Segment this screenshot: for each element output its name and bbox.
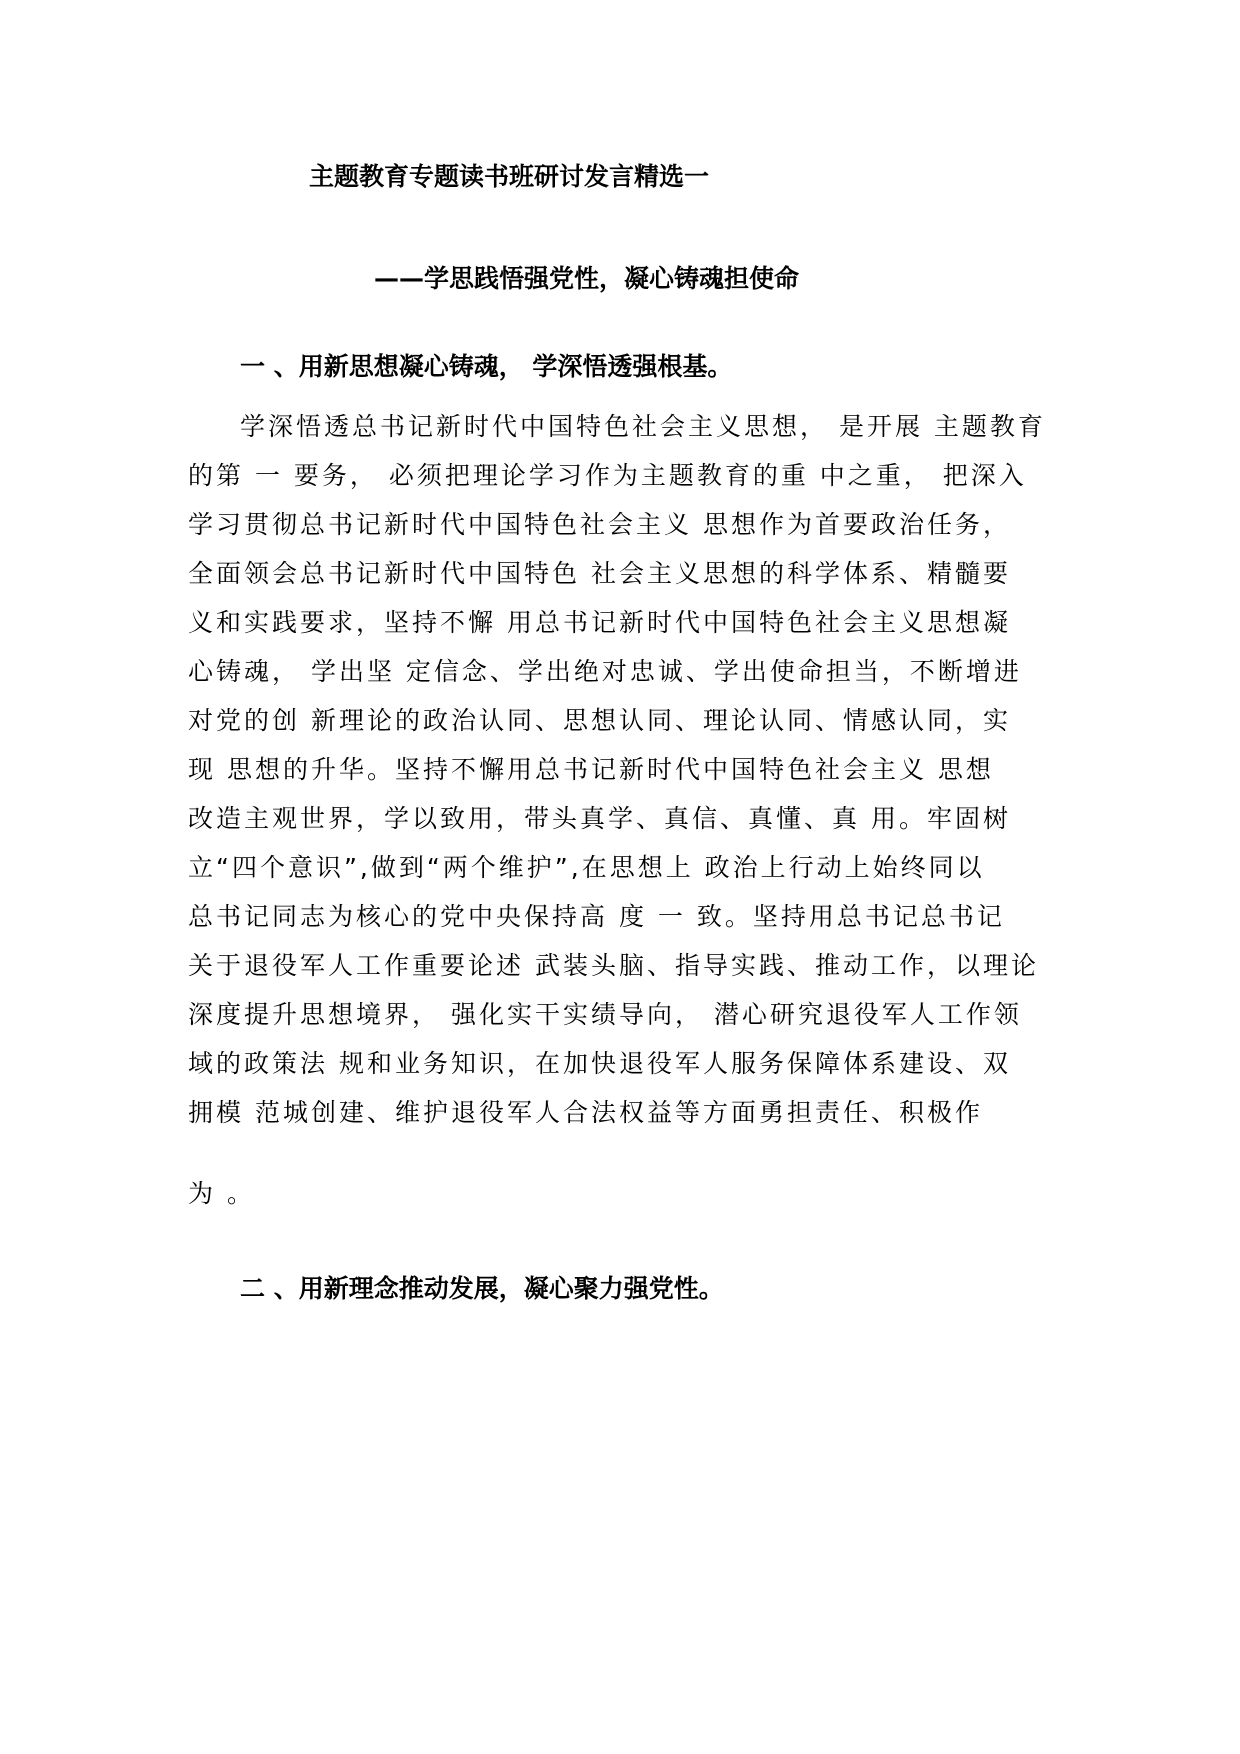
paragraph-line: 对党的创 新理论的政治认同、思想认同、理论认同、情感认同，实 [188, 706, 1011, 735]
paragraph-line: 关于退役军人工作重要论述 武装头脑、指导实践、推动工作，以理论 [188, 951, 1039, 980]
paragraph-line: 深度提升思想境界， 强化实干实绩导向， 潜心研究退役军人工作领 [188, 1000, 1022, 1029]
document-subtitle: ——学思践悟强党性，凝心铸魂担使命 [374, 264, 800, 293]
paragraph-line: 心铸魂， 学出坚 定信念、学出绝对忠诚、学出使命担当，不断增进 [188, 657, 1022, 686]
paragraph-line: 改造主观世界，学以致用，带头真学、真信、真懂、真 用。牢固树 [188, 804, 1011, 833]
paragraph-line: 全面领会总书记新时代中国特色 社会主义思想的科学体系、精髓要 [188, 559, 1011, 588]
paragraph-line: 立“四个意识”,做到“两个维护”,在思想上 政治上行动上始终同以 [188, 853, 985, 882]
paragraph-line: 总书记同志为核心的党中央保持高 度 一 致。坚持用总书记总书记 [188, 902, 1005, 931]
section-1-paragraph [188, 407, 1068, 1142]
paragraph-line: 拥模 范城创建、维护退役军人合法权益等方面勇担责任、积极作 [188, 1098, 983, 1127]
paragraph-line: 的第 一 要务， 必须把理论学习作为主题教育的重 中之重， 把深入 [188, 461, 1027, 490]
paragraph-line: 现 思想的升华。坚持不懈用总书记新时代中国特色社会主义 思想 [188, 755, 994, 784]
paragraph-tail-line: 为 。 [188, 1179, 255, 1208]
section-2-heading: 二 、用新理念推动发展，凝心聚力强党性。 [240, 1274, 724, 1303]
paragraph-line: 义和实践要求，坚持不懈 用总书记新时代中国特色社会主义思想凝 [188, 608, 1011, 637]
section-1-heading: 一 、用新思想凝心铸魂， 学深悟透强根基。 [240, 352, 733, 381]
paragraph-line: 学习贯彻总书记新时代中国特色社会主义 思想作为首要政治任务， [188, 510, 1011, 539]
paragraph-line: 域的政策法 规和业务知识，在加快退役军人服务保障体系建设、双 [188, 1049, 1011, 1078]
document-title: 主题教育专题读书班研讨发言精选一 [309, 162, 710, 191]
paragraph-line: 学深悟透总书记新时代中国特色社会主义思想， 是开展 主题教育 [240, 412, 1046, 441]
